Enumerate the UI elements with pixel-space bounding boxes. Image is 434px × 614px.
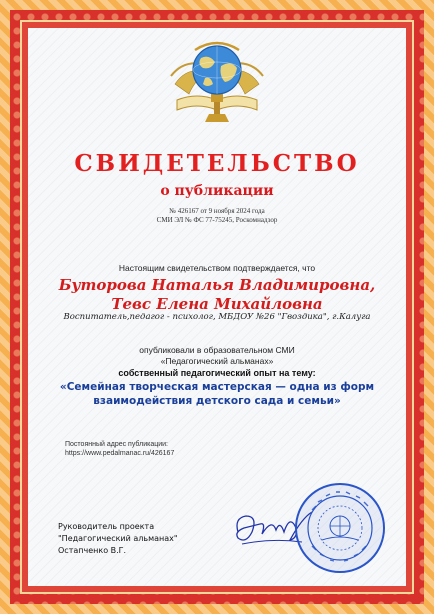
globe-book-emblem-icon — [167, 36, 267, 128]
address-label: Постоянный адрес публикации: — [65, 441, 169, 448]
author-line-1: Буторова Наталья Владимировна, — [58, 276, 376, 294]
topic-line-2: взаимодействия детского сада и семьи» — [93, 395, 341, 407]
project-head-title: Руководитель проекта — [58, 522, 155, 531]
author-position: Воспитатель,педагог - психолог, МБДОУ №26 "Гвоздика", г.Калуга — [63, 312, 371, 322]
certificate-title: СВИДЕТЕЛЬСТВО — [74, 150, 360, 177]
project-name: "Педагогический альманах" — [58, 534, 178, 543]
certificate-number: № 426167 от 9 ноября 2024 года — [169, 207, 265, 215]
project-head-name: Остапченко В.Г. — [58, 546, 127, 555]
seal-stamp-icon — [292, 480, 388, 576]
experience-text: собственный педагогический опыт на тему: — [118, 368, 316, 378]
publication-topic — [0, 380, 434, 408]
address-url[interactable]: https://www.pedalmanac.ru/426167 — [65, 450, 175, 457]
author-names — [0, 276, 434, 314]
certificate-subtitle: о публикации — [160, 183, 274, 199]
topic-line-1: «Семейная творческая мастерская — одна из форм — [59, 381, 375, 393]
registry-number: СМИ ЭЛ № ФС 77-75245, Роскомнадзор — [156, 216, 278, 224]
confirm-text: Настоящим свидетельством подтверждается, что — [118, 263, 316, 273]
published-text-2: «Педагогический альманах» — [160, 356, 274, 366]
published-text-1: опубликовали в образовательном СМИ — [139, 345, 295, 355]
author-line-2: Тевс Елена Михайловна — [111, 295, 323, 313]
